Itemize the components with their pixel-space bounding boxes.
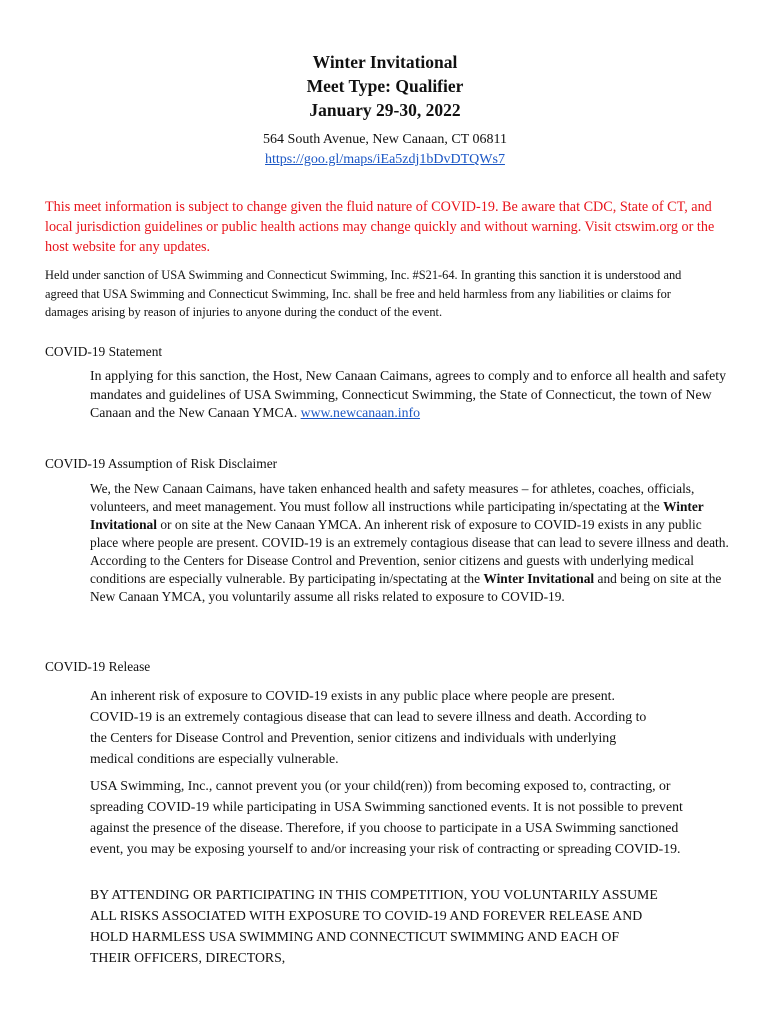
meet-header [0,50,770,122]
risk-disclaimer-text [90,480,730,606]
meet-title: Winter Invitational [312,52,458,72]
release-heading: COVID-19 Release [45,659,151,674]
venue-address-block [0,130,770,170]
map-link[interactable]: https://goo.gl/maps/iEa5zdj1bDvDTQWs7 [265,152,505,167]
host-website-link[interactable]: www.newcanaan.info [300,405,421,420]
release-para-1: An inherent risk of exposure to COVID-19 exists in any public place where people are present. COVID-19 is an extremely contagious disease that can lead to severe illness and death. According to the Centers for Disease Control and Prevention, senior citizens and individuals with underlying medical conditions are especially vulnerable. [90,688,647,766]
venue-address: 564 South Avenue, New Canaan, CT 06811 [263,132,507,147]
sanction-statement: Held under sanction of USA Swimming and Connecticut Swimming, Inc. #S21-64. In granting this sanction it is understood and agreed that USA Swimming and Connecticut Swimming, Inc. shall be free and held harmless from any liabilities or claims for damages arising by reason of injuries to anyone during the conduct of the event. [45,268,682,319]
release-para-2: USA Swimming, Inc., cannot prevent you (or your child(ren)) from becoming exposed to, contracting, or spreading COVID-19 while participating in USA Swimming sanctioned events. It is not possible to prevent against the presence of the disease. Therefore, if you choose to participate in a USA Swimming sanctioned event, you may be exposing yourself to and/or increasing your risk of contracting or spreading COVID-19. [90,778,683,856]
risk-text-b: or on site at the New Canaan YMCA. An inherent risk of exposure to COVID-19 exists in any public place where people are present. COVID-19 is an extremely contagious disease that can lead to severe illness and death. According to the Centers for Disease Control and Prevention, senior citizens and guests with underlying medical conditions are especially vulnerable. By participating in/spectating at the [90,517,729,586]
release-para-3: BY ATTENDING OR PARTICIPATING IN THIS COMPETITION, YOU VOLUNTARILY ASSUME ALL RISKS ASSOCIATED WITH EXPOSURE TO COVID-19 AND FOREVER RELEASE AND HOLD HARMLESS USA SWIMMING AND CONNECTICUT SWIMMING AND EACH OF THEIR OFFICERS, DIRECTORS, [90,887,658,965]
risk-bold-a: Winter Invitational [90,499,704,532]
covid-warning: This meet information is subject to change given the fluid nature of COVID-19. Be aware that CDC, State of CT, and local jurisdiction guidelines or public health actions may change quickly and without warning. Visit ctswim.org or the host website for any updates. [45,199,715,255]
risk-text-a: We, the New Canaan Caimans, have taken enhanced health and safety measures – for athletes, coaches, officials, volunteers, and meet management. You must follow all instructions while participating in/spectating at the [90,481,695,514]
risk-disclaimer-heading: COVID-19 Assumption of Risk Disclaimer [45,456,278,471]
covid-statement-text [90,367,730,423]
risk-text-c: and being on site at the New Canaan YMCA, you voluntarily assume all risks related to exposure to COVID-19. [90,571,722,604]
meet-dates: January 29-30, 2022 [309,100,461,120]
risk-bold-b: Winter Invitational [483,571,595,586]
covid-statement-body: In applying for this sanction, the Host, New Canaan Caimans, agrees to comply and to enforce all health and safety mandates and guidelines of USA Swimming, Connecticut Swimming, the State of Connecticut, the town of New Canaan and the New Canaan YMCA. [90,368,727,420]
covid-statement-heading: COVID-19 Statement [45,344,163,359]
meet-type: Meet Type: Qualifier [306,76,464,96]
